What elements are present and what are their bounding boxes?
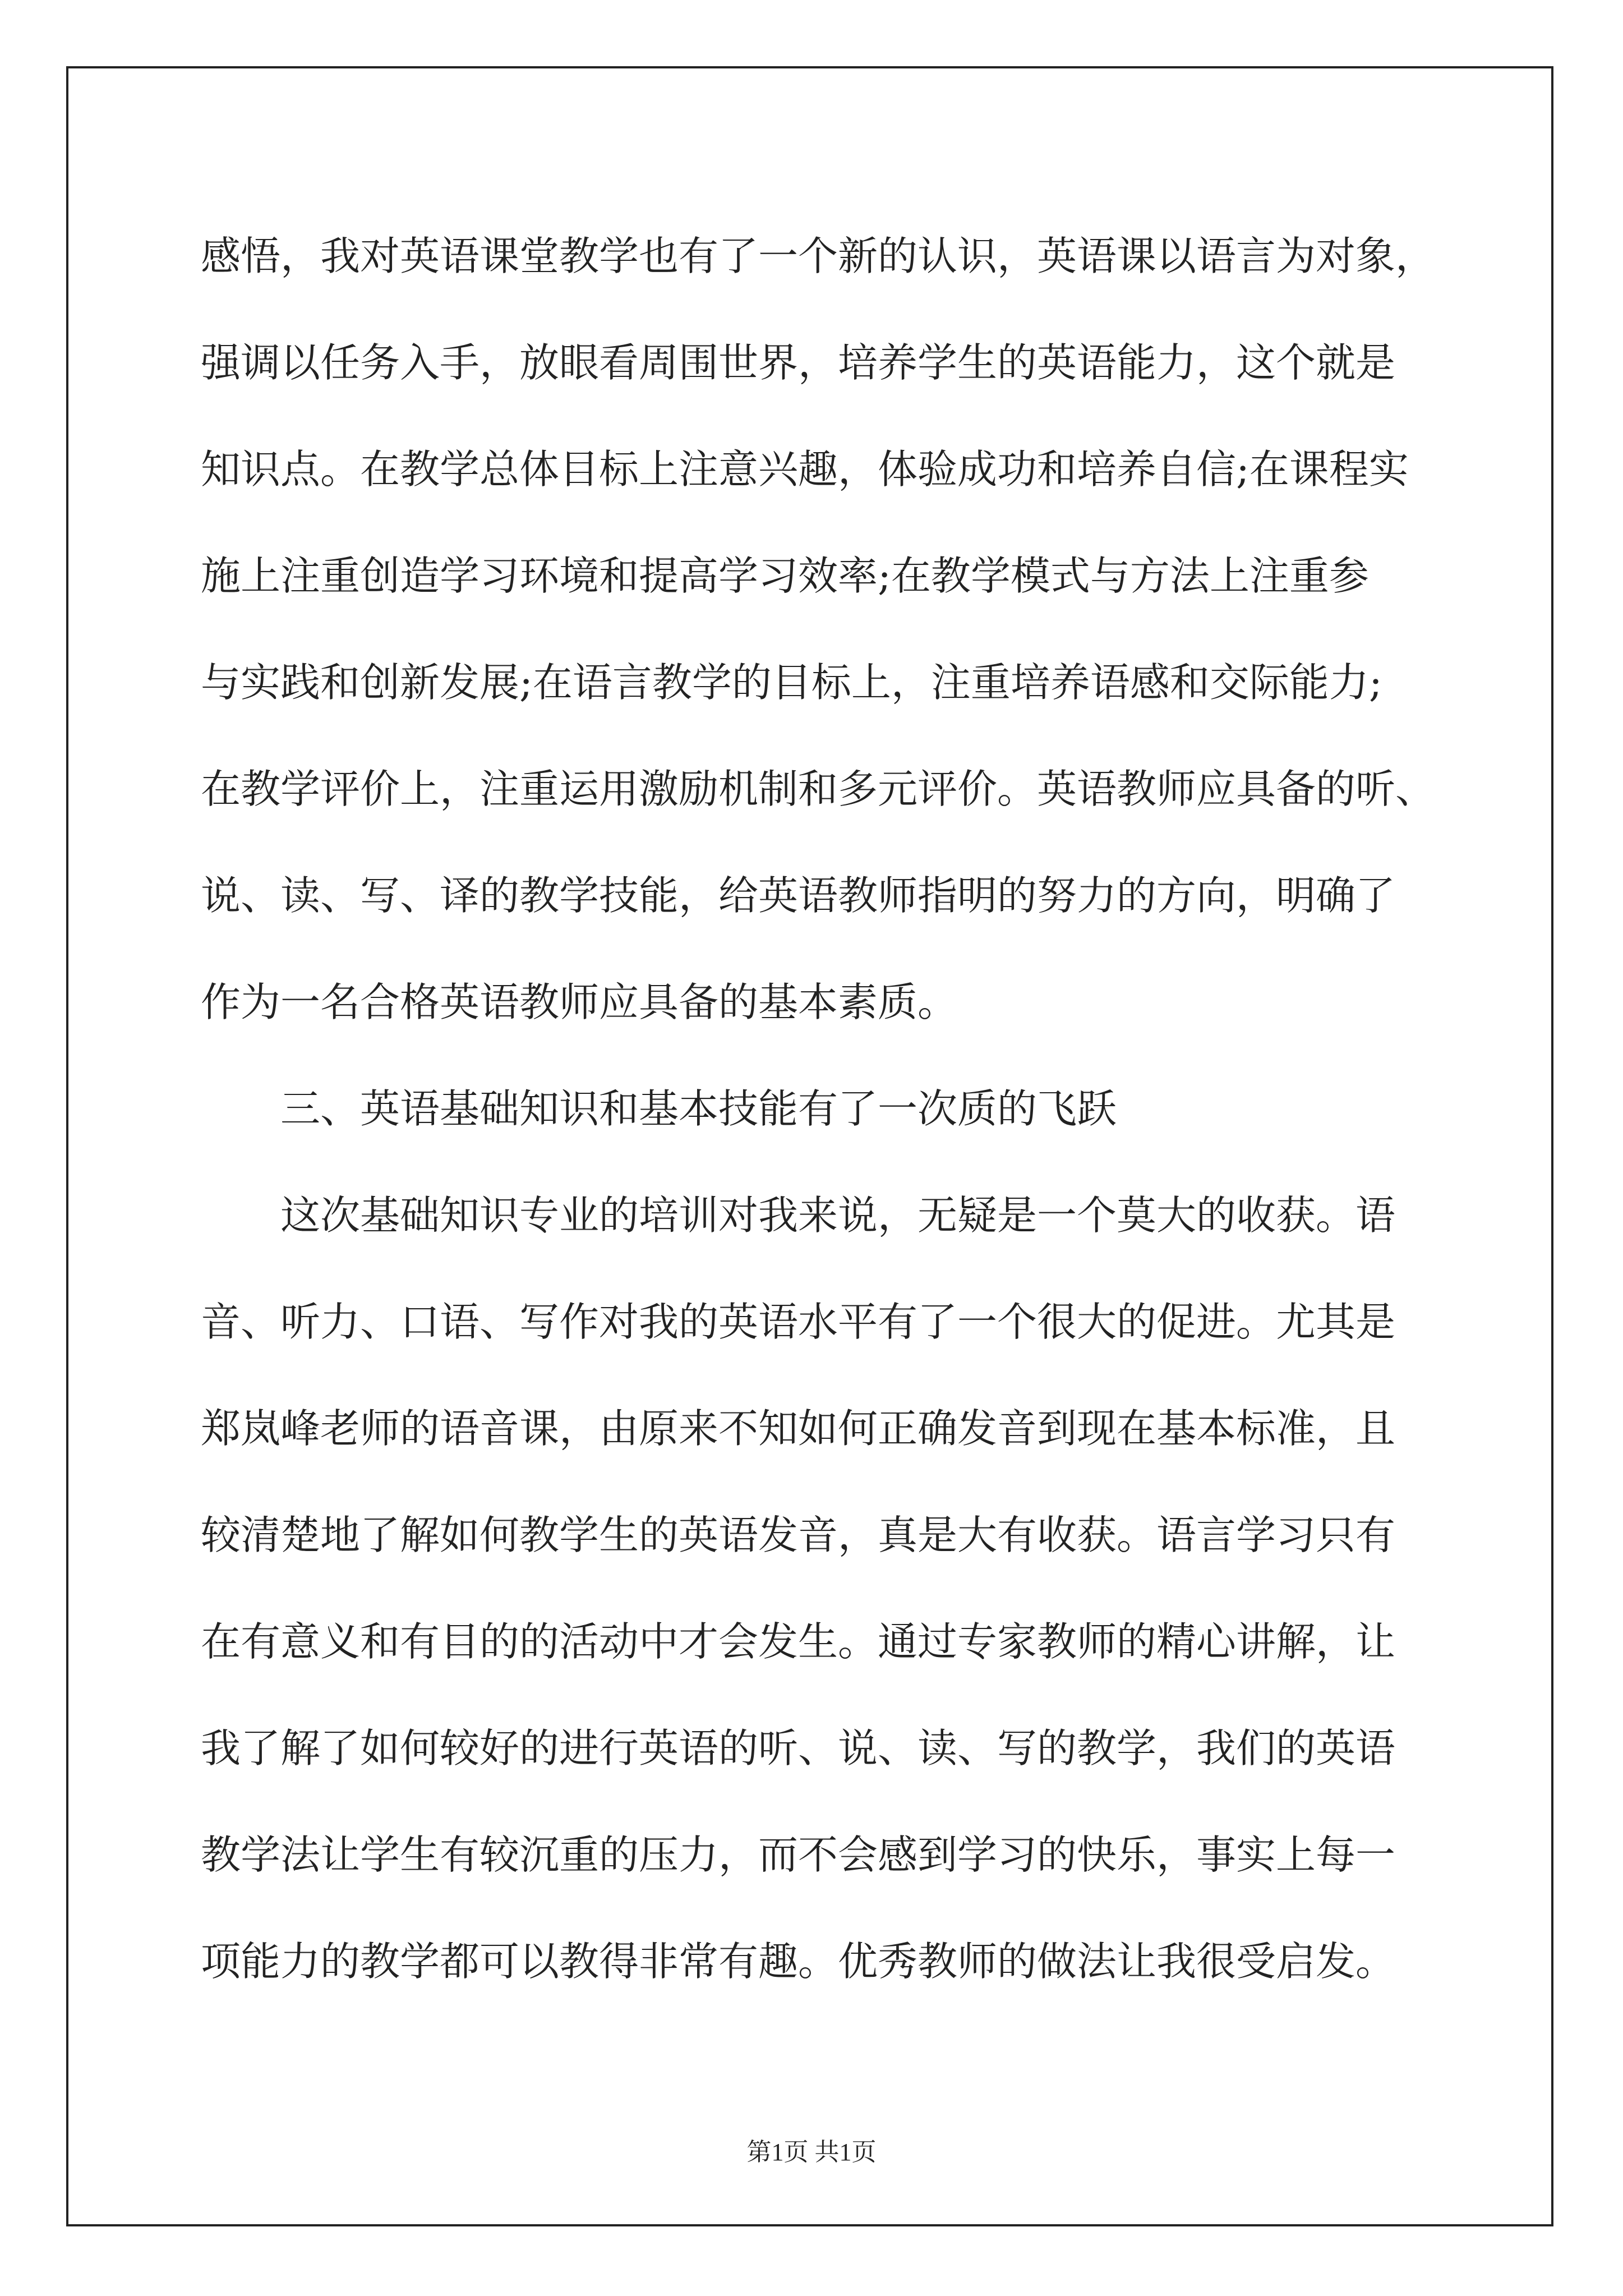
- text-line-13: 较清楚地了解如何教学生的英语发音，真是大有收获。语言学习只有: [201, 1512, 1396, 1558]
- text-line-15: 我了解了如何较好的进行英语的听、说、读、写的教学，我们的英语: [201, 1725, 1396, 1772]
- text-line-3: 知识点。在教学总体目标上注意兴趣，体验成功和培养自信;在课程实: [201, 446, 1409, 493]
- text-line-12: 郑岚峰老师的语音课，由原来不知如何正确发音到现在基本标准，且: [201, 1405, 1396, 1452]
- text-line-7: 说、读、写、译的教学技能，给英语教师指明的努力的方向，明确了: [201, 872, 1396, 919]
- text-line-1: 感悟，我对英语课堂教学也有了一个新的认识，英语课以语言为对象，: [201, 233, 1436, 279]
- text-line-10: 这次基础知识专业的培训对我来说，无疑是一个莫大的收获。语: [280, 1192, 1396, 1239]
- text-line-11: 音、听力、口语、写作对我的英语水平有了一个很大的促进。尤其是: [201, 1299, 1396, 1345]
- text-line-4: 施上注重创造学习环境和提高学习效率;在教学模式与方法上注重参: [201, 553, 1369, 599]
- text-line-14: 在有意义和有目的的活动中才会发生。通过专家教师的精心讲解，让: [201, 1618, 1396, 1665]
- text-line-17: 项能力的教学都可以教得非常有趣。优秀教师的做法让我很受启发。: [201, 1938, 1396, 1985]
- page-border: [66, 66, 1553, 2226]
- page-footer: 第1页 共1页: [746, 2138, 877, 2166]
- text-line-6: 在教学评价上，注重运用激励机制和多元评价。英语教师应具备的听、: [201, 766, 1436, 812]
- section-heading: 三、英语基础知识和基本技能有了一次质的飞跃: [280, 1085, 1117, 1132]
- text-line-5: 与实践和创新发展;在语言教学的目标上，注重培养语感和交际能力;: [201, 659, 1382, 706]
- text-line-2: 强调以任务入手，放眼看周围世界，培养学生的英语能力，这个就是: [201, 339, 1396, 386]
- text-line-8: 作为一名合格英语教师应具备的基本素质。: [201, 979, 958, 1025]
- text-line-16: 教学法让学生有较沉重的压力，而不会感到学习的快乐，事实上每一: [201, 1832, 1396, 1878]
